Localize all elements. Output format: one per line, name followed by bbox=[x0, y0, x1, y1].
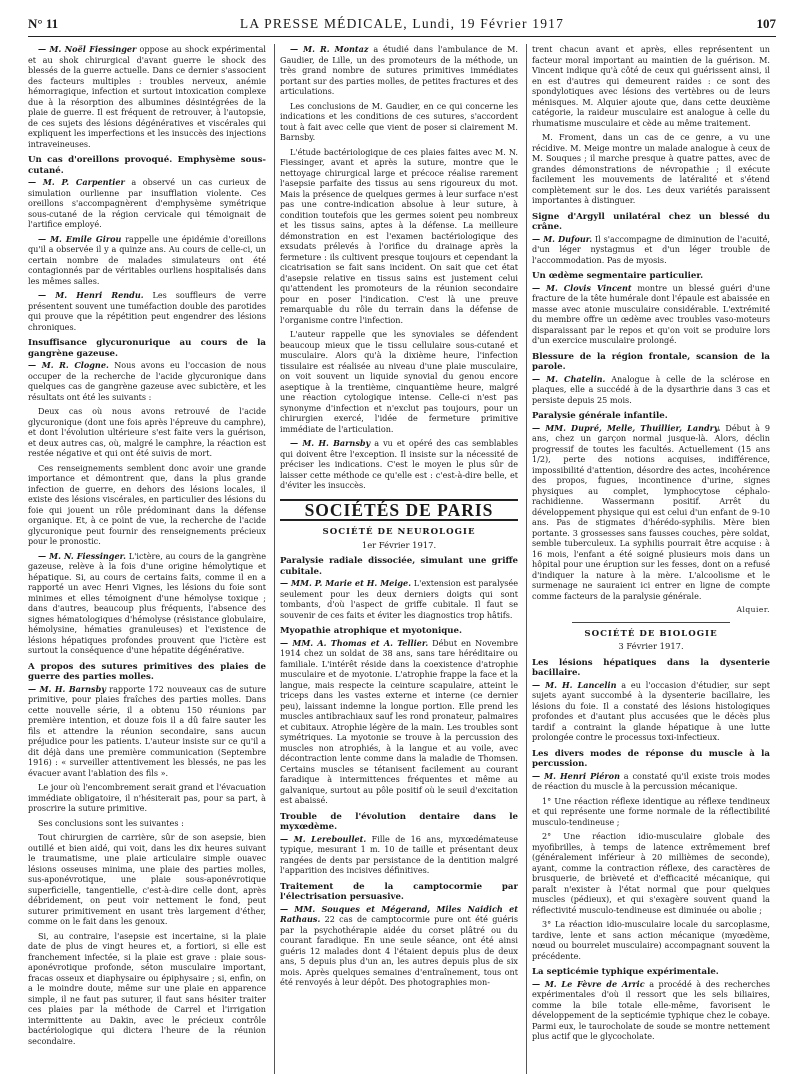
paragraph bbox=[280, 904, 518, 988]
text: Il s'accompagne de diminution de l'acuité, d'un léger nystagmus et d'un léger trouble de l'accommodation. Pas de myosis. bbox=[532, 233, 770, 265]
author: — M. R. Montaz bbox=[290, 44, 369, 54]
paragraph: M. Froment, dans un cas de ce genre, a vu une récidive. M. Meige montre un malade analogue à ceux de M. Souques ; il marche presque à quatre pattes, avec de grandes démonstrations de névropathie ; il exécute facilement les mouvements de latéralité et s'étend complètement sur le dos. Les deux variétés paraissent importantes à distinguer. bbox=[532, 132, 770, 205]
paragraph bbox=[532, 283, 770, 346]
text: Fille de 16 ans, myxœdémateuse typique, mesurant 1 m. 10 de taille et présentant deux rangées de dents par persistance de la dentition malgré l'apparition des incisives définitives. bbox=[280, 833, 518, 875]
section-heading: Trouble de l'évolution dentaire dans le myxœdème. bbox=[280, 811, 518, 832]
author: — MM. Souques et Mégerand, Miles Naidich et Rathaus. bbox=[280, 903, 518, 924]
paragraph: Les conclusions de M. Gaudier, en ce qui concerne les indications et les conditions de ces sutures, s'accordent tout à fait avec celle que vient de poser si clairement M. Barnsby. bbox=[280, 100, 518, 142]
paragraph bbox=[28, 44, 266, 149]
column-2 bbox=[280, 44, 518, 1074]
section-heading: Un œdème segmentaire particulier. bbox=[532, 271, 704, 281]
paragraph: Deux cas où nous avons retrouvé de l'acide glycuronique (dont une fois après l'épreuve du camphre), et dont l'évolution ultérieure s'est faite vers la guérison, et deux autres cas, où, malgré le camphre, la réaction est restée négative et qui ont été suivis de mort. bbox=[28, 406, 266, 458]
section-heading: Traitement de la camptocormie par l'électrisation persuasive. bbox=[280, 881, 518, 902]
paragraph bbox=[532, 771, 770, 792]
paragraph bbox=[28, 290, 266, 332]
author: — M. Lereboullet. bbox=[280, 833, 367, 844]
paragraph: L'auteur rappelle que les synoviales se défendent beaucoup mieux que le tissu cellulaire sous-cutané et musculaire. Alors qu'à la dixième heure, l'infection tissulaire est réalisée au niveau d'une plaie musculaire, on voit souvent un liquide synovial du genou encore aseptique à la trentième, cinquantième heure, malgré une réaction cytologique intense. Celle-ci n'est pas synonyme d'infection et n'exclut pas toujours, pour un chirurgien exercé, l'idée de fermeture primitive immédiate de l'articulation. bbox=[280, 329, 518, 434]
author: — MM. A. Thomas et A. Tellier. bbox=[280, 637, 429, 648]
section-heading: Signe d'Argyll unilatéral chez un blessé du crâne. bbox=[532, 211, 770, 232]
section-heading: Insuffisance glycuronurique au cours de la gangrène gazeuse. bbox=[28, 338, 266, 359]
paragraph: 1° Une réaction réflexe identique au réflexe tendineux et qui représente une forme normale de la réflectibilité musculo-tendineuse ; bbox=[532, 795, 770, 827]
paragraph bbox=[280, 578, 518, 620]
section-heading: Les lésions hépatiques dans la dysenterie bacillaire. bbox=[532, 657, 770, 678]
paragraph bbox=[28, 234, 266, 287]
paragraph bbox=[532, 680, 770, 743]
section-heading: Un cas d'oreillons provoqué. Emphysème sous-cutané. bbox=[28, 155, 266, 176]
paragraph bbox=[28, 177, 266, 230]
section-heading: A propos des sutures primitives des plaies de guerre des parties molles. bbox=[28, 661, 266, 682]
author: — M. N. Fiessinger. bbox=[38, 550, 126, 561]
paragraph bbox=[28, 551, 266, 656]
author: — M. Clovis Vincent bbox=[532, 282, 632, 293]
journal-title: LA PRESSE MÉDICALE, Lundi, 19 Février 1917 bbox=[239, 16, 565, 31]
text: Début en Novembre 1914 chez un soldat de 38 ans, sans tare héréditaire ou familiale. L'intérêt réside dans la coexistence d'atrophie musculaire et de myotonie. L'atrophie frappe la face et la langue, mais respecte la ceinture scapulaire, atteint le triceps dans les vastes externe et interne (ce dernier peu), laissant indemne la longue portion. Elle prend les muscles antibrachiaux sauf les rond pronateur, palmaires et cubitaux. Atrophie légère de la main. Les troubles sont symétriques. La myotonie se trouve à la percussion des muscles non atrophiés, à la langue et au voile, avec décontraction lente comme dans la maladie de Thomsen. Certains muscles se tétanisent facilement au courant faradique à intermittences fréquentes et même au galvanique, surtout au pôle positif où le seuil d'excitation est abaissé. bbox=[280, 637, 518, 805]
author: — M. Henri Piéron bbox=[532, 770, 620, 781]
author: — M. R. Clogne. bbox=[28, 360, 109, 370]
section-heading: Paralysie générale infantile. bbox=[532, 411, 668, 421]
paragraph bbox=[28, 360, 266, 402]
column-divider bbox=[274, 44, 275, 1074]
author: — M. H. Barnsby bbox=[290, 438, 371, 448]
text: Analogue à celle de la sclérose en plaques, elle a succédé à de la dysarthrie dans 3 cas et persiste depuis 25 mois. bbox=[532, 373, 770, 405]
text: L'extension est paralysée seulement pour les deux derniers doigts qui sont tombants, d'où l'aspect de griffe cubitale. Il faut se souvenir de ces faits et éviter les diagnostics trop hâtifs. bbox=[280, 578, 518, 620]
text: L'ictère, au cours de la gangrène gazeuse, relève à la fois d'une origine hémolytique et hépatique. Si, au cours de certains faits, comme il en a rapporté un avec Henri Vignes, les lésions du foie sont minimes et elles témoignent d'une hémolyse toxique ; dans d'autres, beaucoup plus fréquents, l'absence des signes hématologiques d'hémolyse (résistance globulaire, hémolysine, hématies granuleuses) et l'existence de lésions hépatiques profondes prouvent que l'ictère est surtout la conséquence d'une hépatite dégénérative. bbox=[28, 550, 266, 655]
section-heading: Les divers modes de réponse du muscle à la percussion. bbox=[532, 748, 770, 769]
divider bbox=[572, 622, 730, 623]
section-heading: Paralysie radiale dissociée, simulant une griffe cubitale. bbox=[280, 556, 518, 577]
column-1 bbox=[28, 44, 266, 1074]
text: oppose au shock expérimental et au shok chirurgical d'avant guerre le shock des blessés de la guerre actuelle. Dans ce dernier s'associent des facteurs multiples : troubles nerveux, anémie hémorragique, infection et surtout intoxication complexe due à la résorption des albumines désintégrées de la plaie de guerre. Il est fréquent de retrouver, à l'autopsie, de ces sujets des lésions dégénératives et viscérales qui expliquent les imperfections et les insuccès des injections intraveineuses. bbox=[28, 44, 266, 149]
text: a étudié dans l'ambulance de M. Gaudier, de Lille, un des promoteurs de la méthode, un très grand nombre de sutures primitives immédiates portant sur des parties molles, de petites fractures et des articulations. bbox=[280, 44, 518, 96]
issue-number: N° 11 bbox=[28, 16, 59, 31]
paragraph bbox=[280, 438, 518, 491]
author: — M. P. Carpentier bbox=[28, 177, 125, 187]
paragraph bbox=[280, 638, 518, 806]
author: — M. Chatelin. bbox=[532, 373, 606, 384]
session-date: 3 Février 1917. bbox=[618, 641, 684, 651]
column-3 bbox=[532, 44, 770, 1074]
author: — M. Emile Girou bbox=[38, 233, 122, 244]
paragraph: Ces renseignements semblent donc avoir une grande importance et démontrent que, dans la plus grande infection de guerre, en dehors des lésions locales, il existe des lésions viscérales, en particulier des lésions du foie qui jouent un rôle prédominant dans la défense organique. Et, à ce point de vue, la recherche de l'acide glycuronique peut fournir des renseignements précieux pour le pronostic. bbox=[28, 462, 266, 546]
text: a constaté qu'il existe trois modes de réaction du muscle à la percussion mécanique. bbox=[532, 770, 770, 791]
page-number: 107 bbox=[756, 16, 776, 31]
societies-banner: SOCIÉTÉS DE PARIS bbox=[280, 499, 518, 522]
paragraph: 2° Une réaction idio-musculaire globale des myofibrilles, à temps de latence extrêmement bref (généralement inférieur à 20 millièmes de seconde), ayant, comme la contraction réflexe, des caractères de brusquerie, de brièveté et d'efficacité mécanique, qui paraît n'exister à l'état normal que pour quelques muscles (pédieux), et qui s'exagère souvent quand la réflectivité musculo-tendineuse est diminuée ou abolie ; bbox=[532, 831, 770, 915]
text: rapporte 172 nouveaux cas de suture primitive, pour plaies fraîches des parties molles. Dans cette nouvelle série, il a obtenu 150 réunions par première intention, et douze fois il a dû faire sauter les fils et attendre la réunion secondaire, sans aucun préjudice pour les patients. L'auteur insiste sur ce qu'il a dit déjà dans une première communication (Septembre 1916) : « surveiller attentivement les blessés, ne pas les évacuer avant l'ablation des fils ». bbox=[28, 683, 266, 778]
paragraph: Tout chirurgien de carrière, sûr de son asepsie, bien outillé et bien aidé, qui voit, dans les dix heures suivant le traumatisme, une plaie articulaire simple ouavec lésions osseuses minima, une plaie des parties molles, sus-aponévrotique, une plaie sous-aponévrotique superficielle, tangentielle, c'est-à-dire celle dont, après débridement, on peut voir nettement le fond, peut suturer primitivement en usant très largement d'éther, comme on le fait dans les genoux. bbox=[28, 832, 266, 926]
text: a eu l'occasion d'étudier, sur sept sujets ayant succombé à la dysenterie bacillaire, les lésions du foie. Il a constaté des lésions histologiques profondes et d'autant plus accusées que le décès plus tardif a contraint la glande hépatique à une lutte prolongée contre le processus toxi-infectieux. bbox=[532, 679, 770, 742]
paragraph bbox=[28, 684, 266, 779]
text: montre un blessé guéri d'une fracture de la tête humérale dont l'épaule est abaissée en masse avec atonie musculaire considérable. L'extrémité du membre offre un œdème avec troubles vaso-moteurs disparaissant par le repos et qu'on voit se produire lors d'un exercice musculaire prolongé. bbox=[532, 282, 770, 345]
paragraph bbox=[532, 374, 770, 406]
text: rappelle une épidémie d'oreillons qu'il a observée il y a quinze ans. Au cours de celle-ci, un certain nombre de malades simulateurs ont été contagionnés par de véritables ourliens hospitalisés dans les mêmes salles. bbox=[28, 233, 266, 286]
paragraph: 3° La réaction idio-musculaire locale du sarcoplasme, tardive, lente et sans action mécanique (myœdème, nœud ou bourrelet musculaire) accompagnant souvent la précédente. bbox=[532, 919, 770, 961]
author: — M. Henri Rendu. bbox=[38, 290, 144, 300]
section-heading: Blessure de la région frontale, scansion de la parole. bbox=[532, 351, 770, 372]
text: Les souffleurs de verre présentent souvent une tuméfaction double des parotides qui prouve que la répétition peut engendrer des lésions chroniques. bbox=[28, 290, 266, 332]
paragraph bbox=[532, 423, 770, 602]
text: Nous avons eu l'occasion de nous occuper de la recherche de l'acide glycuronique dans quelques cas de gangrène gazeuse avec subictère, et les résultats ont été les suivants : bbox=[28, 360, 266, 402]
text: Début à 9 ans, chez un garçon normal jusque-là. Alors, déclin progressif de toutes les facultés. Actuellement (15 ans 1/2), perte des notions acquises, indifférence, impossibilité d'attention, désordre des actes, incohérence des propos, fugues, incontinence d'urine, signes physiques au complet, lymphocytose céphalo-rachidienne. Wassermann positif. Arrêt du développement physique qui est celui d'un enfant de 9-10 ans. Pas de stigmates d'hérédo-syphilis. Mère bien portante. 3 grossesses sans fausses couches, père soldat, semble tuberculeux. La syphilis pourrait être acquise : à 16 mois, l'enfant a été soigné plusieurs mois dans un hôpital pour une éruption sur les fesses, dont on a refusé d'indiquer la nature à la mère. L'alcoolisme et le surmenage ne sauraient ici entrer en ligne de compte comme facteurs de la paralysie générale. bbox=[532, 422, 770, 601]
paragraph bbox=[280, 834, 518, 876]
section-heading: Myopathie atrophique et myotonique. bbox=[280, 626, 462, 636]
section-heading: La septicémie typhique expérimentale. bbox=[532, 967, 719, 977]
signature: Alquier. bbox=[736, 605, 770, 614]
page-header bbox=[28, 14, 776, 37]
author: — MM. P. Marie et H. Meige. bbox=[280, 578, 412, 588]
paragraph bbox=[532, 979, 770, 1042]
author: — M. Dufour. bbox=[532, 233, 593, 244]
paragraph: L'étude bactériologique de ces plaies faites avec M. N. Fiessinger, avant et après la suture, montre que le nettoyage chirurgical large et précoce réalise rarement l'asepsie parfaite des tissus au sens rigoureux du mot. Mais la présence de quelques germes à leur surface n'est pas une contre-indication absolue à leur suture, à condition toutefois que les germes soient peu nombreux et les tissus sains, aptes à la défense. La meilleure démonstration en est l'examen bactériologique des exsudats prélevés à l'orifice du drainage après la fermeture : ils cultivent presque toujours et cependant la cicatrisation se fait sans incident. On sait que cet état d'asepsie relative en tissus sains est justement celui qu'attendent les promoteurs de la réunion secondaire pour en poser l'indication. C'est là une preuve remarquable du rôle du terrain dans la défense de l'organisme contre l'infection. bbox=[280, 146, 518, 325]
author: — M. Le Fèvre de Arric bbox=[532, 978, 645, 989]
text: a vu et opéré des cas semblables qui doivent être l'exception. Il insiste sur la nécessité de préciser les indications. C'est le moyen le plus sûr de laisser cette méthode ce qu'elle est : c'est-à-dire belle, et d'éviter les insuccès. bbox=[280, 438, 518, 490]
paragraph: Si, au contraire, l'asepsie est incertaine, si la plaie date de plus de vingt heures et, a fortiori, si elle est franchement infectée, si la plaie est grave : plaie sous-aponévrotique profonde, séton musculaire important, fracas osseux et diaphysaire ou épiphysaire ; si, enfin, on a le moindre doute, même sur une plaie en apparence simple, il ne faut pas suturer, il faut sans hésiter traiter ces plaies par la méthode de Carrel et l'irrigation intermittente au Dakin, avec le précieux contrôle bactériologique qui dictera l'heure de la réunion secondaire. bbox=[28, 930, 266, 1046]
author: — MM. Dupré, Melle, Thuillier, Landry. bbox=[532, 422, 721, 433]
paragraph bbox=[280, 44, 518, 97]
columns bbox=[28, 44, 776, 1074]
paragraph: trent chacun avant et après, elles représentent un facteur moral important au maintien de la guérison. M. Vincent indique qu'à côté de ceux qui guérissent ainsi, il en est d'autres qui demeurent raides : ce sont des spondylotiques avec lésions des vertèbres ou de leurs ménisques. M. Alquier ajoute que, dans cette deuxième catégorie, la raideur musculaire est analogue à celle du rhumatisme musculaire et cède au même traitement. bbox=[532, 44, 770, 128]
paragraph: Le jour où l'encombrement serait grand et l'évacuation immédiate obligatoire, il n'hésiterait pas, pour sa part, à proscrire la suture primitive. bbox=[28, 782, 266, 813]
column-divider bbox=[526, 44, 527, 1074]
society-title: SOCIÉTÉ DE NEUROLOGIE bbox=[322, 527, 476, 537]
session-date: 1er Février 1917. bbox=[361, 539, 437, 550]
text: a observé un cas curieux de simulation ourlienne par insufflation violente. Ces oreillons s'accompagnèrent d'emphysème symétrique sous-cutané de la région cervicale qui témoignait de l'artifice employé. bbox=[28, 177, 266, 229]
text: a procédé à des recherches expérimentales d'où il ressort que les sels biliaires, comme la bile totale elle-même, favorisent le développement de la septicémie typhique chez le cobaye. Parmi eux, le taurocholate de soude se montre nettement plus actif que le glycocholate. bbox=[532, 978, 770, 1041]
author: — M. H. Lancelin bbox=[532, 679, 617, 690]
author: — M. H. Barnsby bbox=[28, 683, 106, 694]
paragraph bbox=[532, 234, 770, 266]
society-title: SOCIÉTÉ DE BIOLOGIE bbox=[584, 628, 718, 639]
text: 22 cas de camptocormie pure ont été guéris par la psychothérapie aidée du corset plâtré ou du courant faradique. En une seule séance, ont été ainsi guéris 12 malades dont 4 l'étaient depuis plus de deux ans, 5 depuis plus d'un an, les autres depuis plus de six mois. Après quelques semaines d'entraînement, tous ont été renvoyés à leur dépôt. Des photographies mon- bbox=[280, 914, 518, 987]
paragraph: Ses conclusions sont les suivantes : bbox=[38, 817, 184, 828]
author: — M. Noël Fiessinger bbox=[38, 44, 137, 54]
newspaper-page bbox=[28, 14, 776, 1074]
